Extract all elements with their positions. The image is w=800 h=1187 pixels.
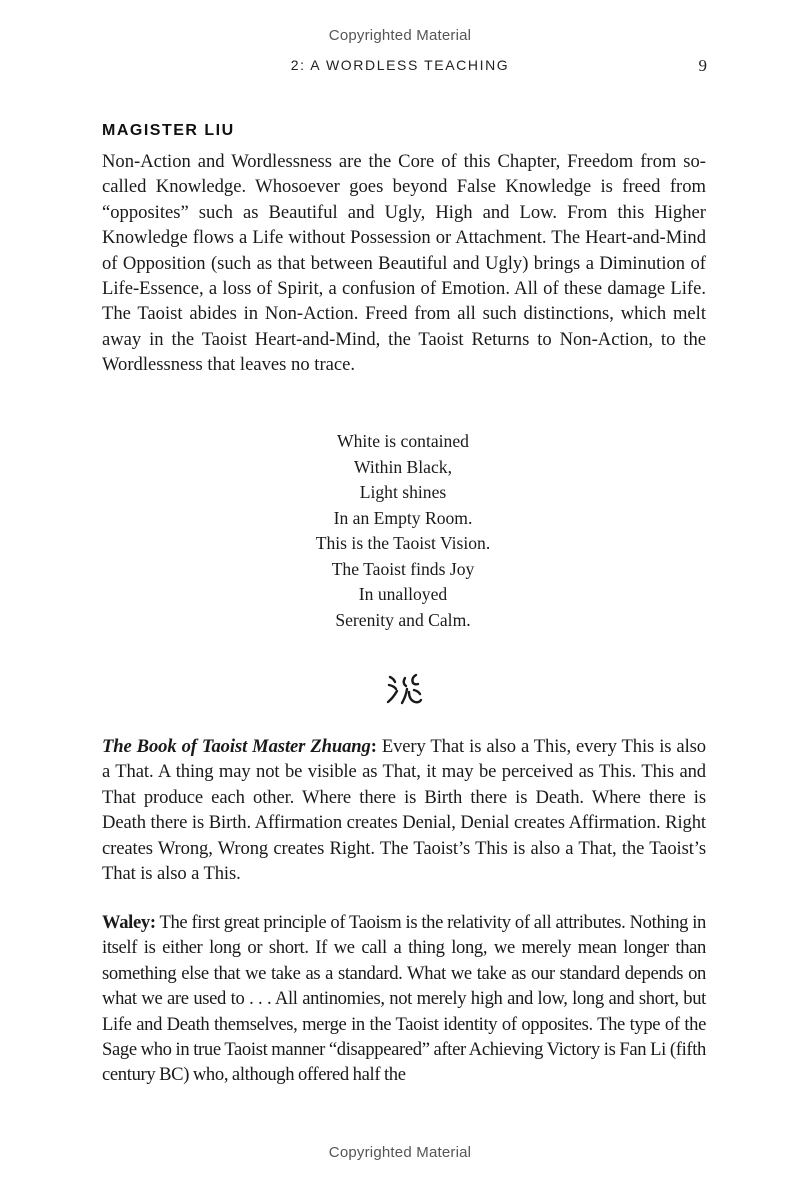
section-heading: MAGISTER LIU: [102, 122, 235, 139]
waley-paragraph: [102, 910, 706, 1088]
author-name: Waley:: [102, 912, 156, 933]
running-head: 2: A WORDLESS TEACHING: [290, 57, 510, 73]
zhuang-paragraph: [102, 734, 706, 886]
copyright-watermark-top: Copyrighted Material: [328, 27, 472, 44]
waley-text: The first great principle of Taoism is the relativity of all attributes. Nothing in itself is either long or short. If we call a thing long, we merely mean longer than something else that we take as a standard. What we take as our standard depends on what we are used to . . . All antinomies, not merely high and low, long and short, but Life and Death themselves, merge in the Taoist identity of opposites. The type of the Sage who in true Taoist manner “disappeared” after Achieving Victory is Fan Li (fifth century BC) who, although offered half the: [102, 912, 706, 1086]
poem-line: This is the Taoist Vision.: [315, 533, 491, 553]
poem: [0, 429, 800, 633]
zhuang-text: Every That is also a This, every This is also a That. A thing may not be visible as That, it may be perceived as This. This and That produce each other. Where there is Birth there is Death. Where there is Death there is Birth. Affirmation creates Denial, Denial creates Affirmation. Right creates Wrong, Wrong creates Right. The Taoist’s This is also a That, the Taoist’s That is also a This.: [102, 736, 706, 885]
liu-paragraph: Non-Action and Wordlessness are the Core of this Chapter, Freedom from so-called Knowledge. Whosoever goes beyond False Knowledge is freed from “opposites” such as Beautiful and Ugly, High and Low. From this Higher Knowledge flows a Life without Possession or Attachment. The Heart-and-Mind of Opposition (such as that between Beautiful and Ugly) brings a Diminution of Life-Essence, a loss of Spirit, a confusion of Emotion. All of these damage Life. The Taoist abides in Non-Action. Freed from all such distinctions, which melt away in the Taoist Heart-and-Mind, the Taoist Returns to Non-Action, to the Wordlessness that leaves no trace.: [102, 151, 706, 376]
poem-line: Serenity and Calm.: [335, 609, 471, 630]
copyright-watermark-bottom: Copyrighted Material: [328, 1144, 472, 1161]
chinese-seal-ornament-icon: [385, 672, 425, 706]
poem-line: Within Black,: [354, 456, 452, 477]
poem-line: The Taoist finds Joy: [331, 558, 475, 579]
poem-line: In unalloyed: [358, 584, 448, 604]
page-number: 9: [698, 56, 707, 75]
poem-line: White is contained: [337, 431, 469, 451]
poem-line: In an Empty Room.: [333, 507, 473, 528]
book-title-colon: :: [370, 736, 377, 757]
poem-line: Light shines: [359, 482, 447, 502]
book-title: The Book of Taoist Master Zhuang: [102, 736, 371, 757]
